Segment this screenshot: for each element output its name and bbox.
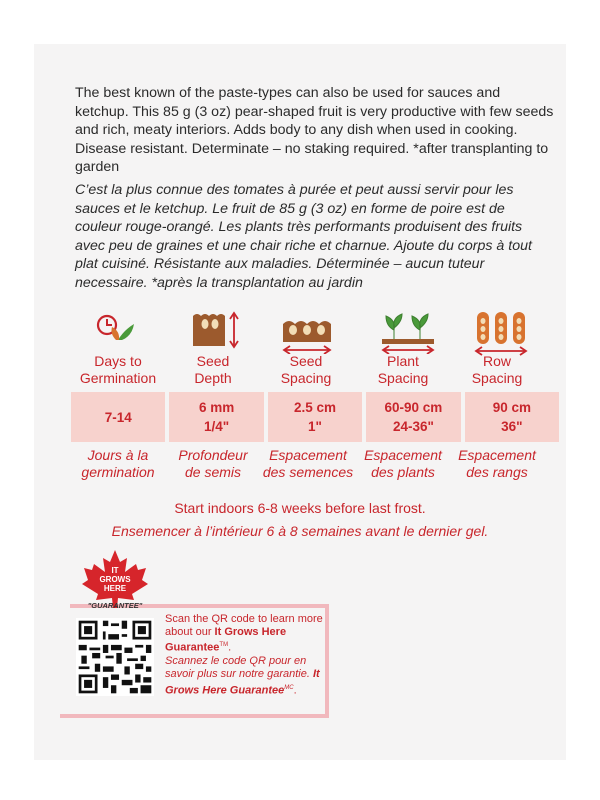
label-seed-spacing: Seed Spacing [280, 353, 332, 386]
label-fr-germination: Jours à la germination [81, 447, 155, 480]
value-days-to-germination: 7-14 [71, 392, 165, 442]
start-indoors-english: Start indoors 6-8 weeks before last frost. [174, 500, 426, 516]
start-indoors-french: Ensemencer à l’intérieur 6 à 8 semaines avant le dernier gel. [111, 523, 489, 539]
seed-depth-icon [189, 310, 241, 350]
label-row-spacing: Row Spacing [471, 353, 523, 386]
description-french: C’est la plus connue des tomates à purée et peut aussi servir pour les sauces et le ketchup. Le fruit de 85 g (3 oz) en forme de poire est de couleur rouge-orangé. Les plants très performants produisent des fruits avec peu de graines et une chair riche et charnue. Ajoute du corps à tout plat cuisiné. Résistante aux maladies. Déterminée – aucun tuteur necessaire. *après la transplantation au jardin [75, 182, 532, 291]
row-spacing-icon [471, 310, 533, 356]
stat-icons-row [71, 310, 559, 356]
clock-seedling-icon [94, 310, 138, 344]
value-seed-spacing: 2.5 cm 1" [268, 392, 362, 442]
stat-values-row [71, 392, 559, 442]
badge-line-2: GROWS [99, 575, 131, 584]
label-fr-depth: Profondeur de semis [178, 447, 248, 480]
value-row-spacing: 90 cm 36" [465, 392, 559, 442]
label-fr-seed-spacing: Espacement des semences [262, 447, 354, 480]
guarantee-name-fr: It Grows Here Guarantee [165, 668, 320, 697]
description-english: The best known of the paste-types can also be used for sauces and ketchup. This 85 g (3 oz) pear-shaped fruit is very productive with few seeds and rich, meaty interiors. Adds body to any dish when used in cooking. Disease resistant. Determinate – no staking required. *after transplanting to garden [75, 85, 554, 176]
value-plant-spacing: 60-90 cm 24-36" [366, 392, 460, 442]
guarantee-name-en: It Grows Here Guarantee [165, 626, 287, 655]
value-seed-depth: 6 mm 1/4" [169, 392, 263, 442]
label-fr-plant-spacing: Espacement des plants [364, 447, 442, 480]
label-days-to-germination: Days to Germination [79, 353, 157, 386]
badge-line-1: IT [111, 566, 119, 575]
qr-description: Scan the QR code to learn more about our It Grows Here Guarantee™. Scannez le code QR pour en savoir plus sur notre garantie. It Grows Here Guarantee$^{MC}$. [165, 613, 323, 697]
label-plant-spacing: Plant Spacing [377, 353, 429, 386]
label-fr-row-spacing: Espacement des rangs [458, 447, 536, 480]
badge-line-3: HERE [103, 584, 127, 593]
plant-spacing-icon [378, 310, 438, 354]
label-seed-depth: Seed Depth [194, 353, 232, 386]
badge-guarantee-label: "GUARANTEE" [87, 601, 143, 610]
seed-spacing-icon [279, 310, 339, 354]
qr-code[interactable] [76, 618, 154, 696]
